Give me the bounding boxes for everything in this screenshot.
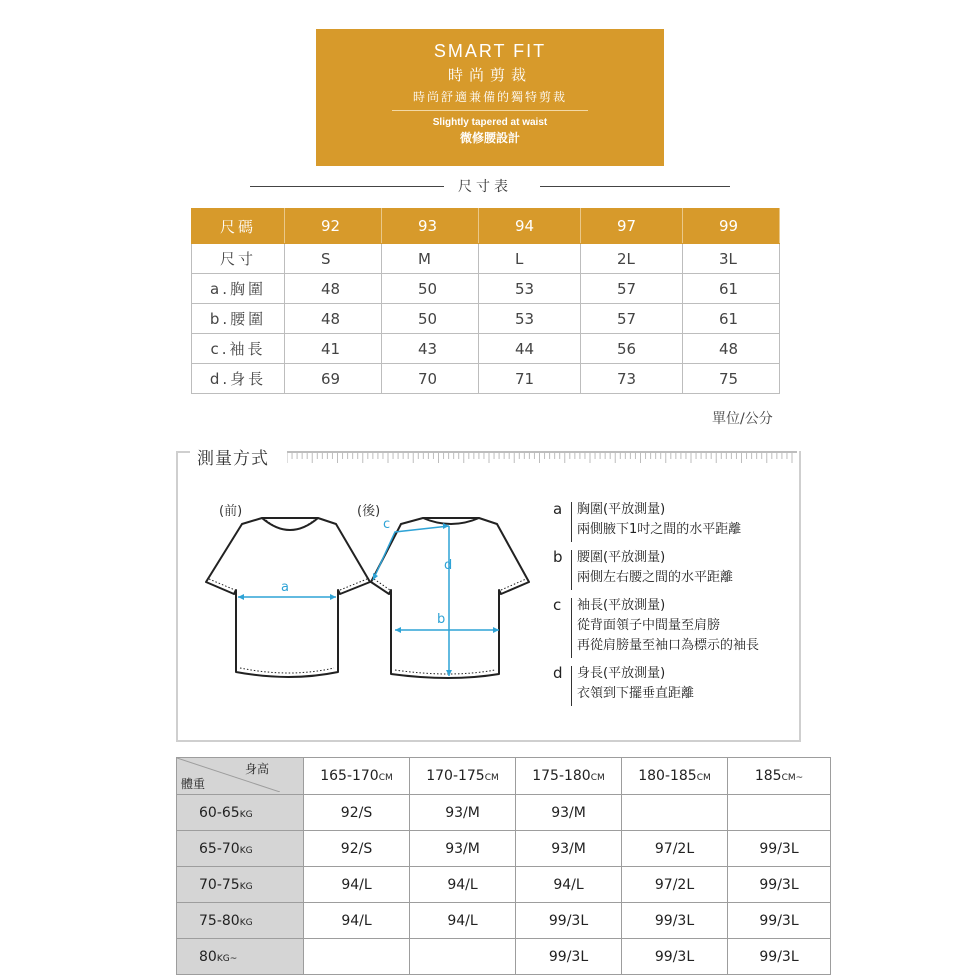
legend-line: 衣領到下擺垂直距離 [577, 686, 695, 701]
legend-line: 再從肩膀量至袖口為標示的袖長 [577, 638, 760, 653]
legend-item-b [553, 548, 793, 588]
legend-bar [571, 666, 572, 706]
mark-d: d [444, 558, 453, 573]
cell: 53 [479, 274, 581, 304]
legend-letter: b [553, 548, 563, 566]
banner-tagline: 時尚舒適兼備的獨特剪裁 [412, 90, 567, 104]
height-header: 185CM~ [728, 758, 831, 795]
cell: 61 [683, 274, 780, 304]
cell: 69 [285, 364, 382, 394]
fit-row [177, 831, 831, 867]
legend-letter: c [553, 596, 562, 614]
size-row [192, 274, 780, 304]
cell: S [285, 244, 382, 274]
col-header: 93 [382, 209, 479, 244]
cell: 53 [479, 304, 581, 334]
height-header: 165-170CM [304, 758, 410, 795]
legend-line: 兩側腋下1吋之間的水平距離 [577, 522, 742, 537]
measure-title: 測量方式 [197, 449, 269, 469]
fit-cell: 93/M [516, 795, 622, 831]
front-label: (前) [219, 504, 243, 519]
header-label: 尺碼 [192, 209, 285, 244]
legend-line: 從背面領子中間量至肩膀 [577, 618, 721, 633]
mark-a: a [281, 580, 289, 595]
fit-cell: 99/3L [728, 939, 831, 975]
banner-title: SMART FIT [433, 41, 547, 61]
legend-line: 兩側左右腰之間的水平距離 [577, 570, 734, 585]
size-table [191, 208, 780, 394]
fit-table [176, 757, 831, 975]
cell: 75 [683, 364, 780, 394]
banner-divider [392, 110, 588, 111]
weight-header: 70-75KG [177, 867, 304, 903]
cell: L [479, 244, 581, 274]
height-header: 180-185CM [622, 758, 728, 795]
cell: 61 [683, 304, 780, 334]
fit-table-header [177, 758, 831, 795]
fit-cell [410, 939, 516, 975]
fit-cell: 97/2L [622, 867, 728, 903]
col-header: 92 [285, 209, 382, 244]
size-chart-title-text: 尺寸表 [458, 179, 512, 195]
legend-letter: a [553, 500, 563, 518]
legend-line: 袖長(平放測量) [577, 598, 666, 613]
size-chart-title [0, 176, 980, 196]
weight-header: 75-80KG [177, 903, 304, 939]
legend-item-a [553, 500, 793, 540]
corner-cell [177, 758, 304, 795]
fit-cell: 94/L [410, 867, 516, 903]
legend-line: 胸圍(平放測量) [577, 502, 666, 517]
cell: 73 [581, 364, 683, 394]
cell: 43 [382, 334, 479, 364]
mark-c: c [383, 517, 391, 532]
height-header: 175-180CM [516, 758, 622, 795]
fit-cell: 92/S [304, 795, 410, 831]
weight-axis-label: 體重 [181, 777, 206, 791]
cell: 57 [581, 304, 683, 334]
fit-cell: 97/2L [622, 831, 728, 867]
row-label: d.身長 [192, 364, 285, 394]
mark-b: b [437, 612, 446, 627]
cell: 48 [683, 334, 780, 364]
fit-cell: 94/L [304, 903, 410, 939]
cell: 50 [382, 304, 479, 334]
legend-line: 腰圍(平放測量) [577, 550, 666, 565]
fit-row [177, 795, 831, 831]
fit-cell [304, 939, 410, 975]
cell: M [382, 244, 479, 274]
fit-cell: 99/3L [728, 903, 831, 939]
fit-cell: 93/M [410, 831, 516, 867]
cell: 3L [683, 244, 780, 274]
fit-cell: 99/3L [728, 831, 831, 867]
cell: 56 [581, 334, 683, 364]
smart-fit-banner [316, 29, 664, 166]
back-label: (後) [357, 504, 381, 519]
row-label: c.袖長 [192, 334, 285, 364]
legend-bar [571, 598, 572, 658]
banner-subtitle: 時尚剪裁 [447, 66, 532, 84]
legend-bar [571, 502, 572, 542]
legend-item-c [553, 596, 793, 656]
fit-cell: 93/M [516, 831, 622, 867]
row-label: 尺寸 [192, 244, 285, 274]
size-row [192, 304, 780, 334]
fit-row [177, 903, 831, 939]
cell: 70 [382, 364, 479, 394]
title-rule-right [540, 186, 730, 187]
fit-cell: 94/L [304, 867, 410, 903]
fit-cell: 99/3L [622, 903, 728, 939]
fit-cell [622, 795, 728, 831]
fit-cell: 94/L [410, 903, 516, 939]
fit-row [177, 939, 831, 975]
cell: 48 [285, 274, 382, 304]
banner-en-note: Slightly tapered at waist [432, 117, 548, 128]
col-header: 97 [581, 209, 683, 244]
cell: 41 [285, 334, 382, 364]
height-axis-label: 身高 [245, 762, 270, 776]
fit-cell: 99/3L [728, 867, 831, 903]
size-table-header [192, 209, 780, 244]
fit-cell [728, 795, 831, 831]
size-row [192, 244, 780, 274]
weight-header: 60-65KG [177, 795, 304, 831]
legend-bar [571, 550, 572, 590]
size-row [192, 364, 780, 394]
fit-cell: 92/S [304, 831, 410, 867]
col-header: 99 [683, 209, 780, 244]
title-rule-left [250, 186, 444, 187]
cell: 2L [581, 244, 683, 274]
weight-header: 80KG~ [177, 939, 304, 975]
row-label: b.腰圍 [192, 304, 285, 334]
fit-cell: 99/3L [622, 939, 728, 975]
cell: 71 [479, 364, 581, 394]
banner-zh-note: 微修腰設計 [459, 131, 520, 145]
cell: 44 [479, 334, 581, 364]
cell: 50 [382, 274, 479, 304]
legend-line: 身長(平放測量) [577, 666, 666, 681]
height-header: 170-175CM [410, 758, 516, 795]
back-tshirt-diagram [365, 510, 545, 685]
size-row [192, 334, 780, 364]
row-label: a.胸圍 [192, 274, 285, 304]
legend-letter: d [553, 664, 563, 682]
unit-note: 單位/公分 [712, 411, 773, 427]
measure-legend [553, 500, 793, 712]
front-tshirt-diagram [200, 510, 380, 685]
fit-cell: 94/L [516, 867, 622, 903]
legend-item-d [553, 664, 793, 704]
col-header: 94 [479, 209, 581, 244]
fit-cell: 93/M [410, 795, 516, 831]
fit-cell: 99/3L [516, 903, 622, 939]
fit-row [177, 867, 831, 903]
cell: 48 [285, 304, 382, 334]
fit-cell: 99/3L [516, 939, 622, 975]
cell: 57 [581, 274, 683, 304]
weight-header: 65-70KG [177, 831, 304, 867]
